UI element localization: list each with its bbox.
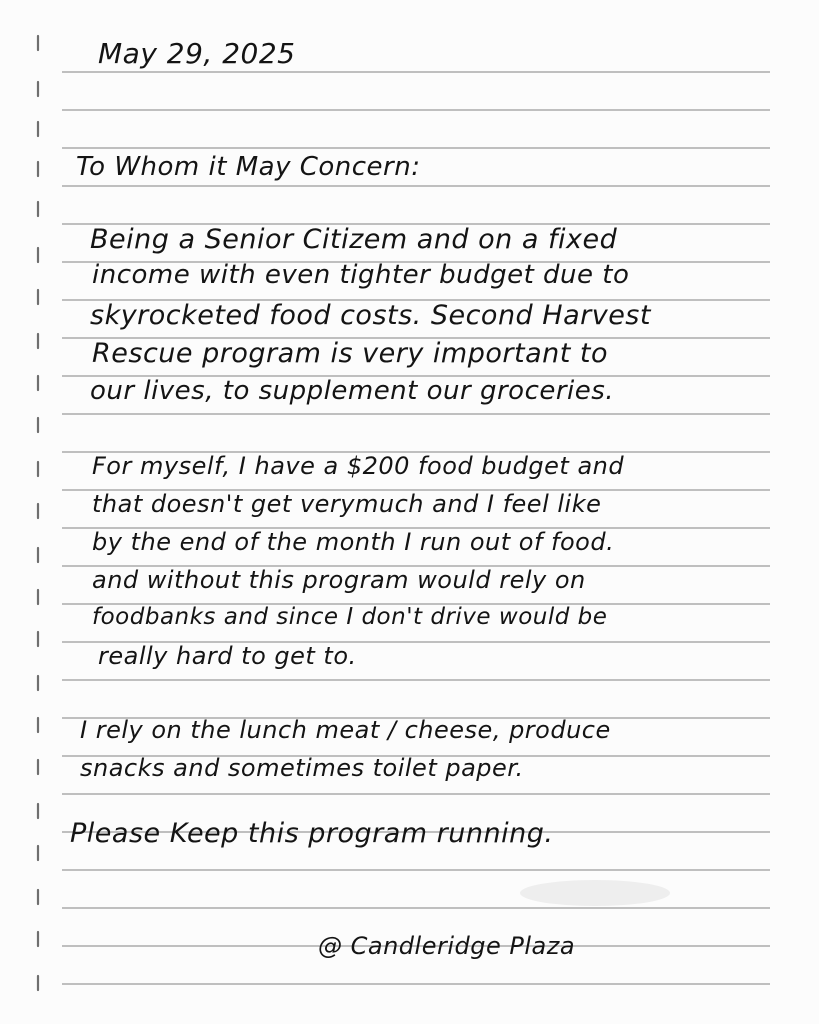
closing-line: Please Keep this program running. — [70, 818, 554, 849]
signature: @ Candleridge Plaza — [318, 932, 576, 960]
paragraph-line: income with even tighter budget due to — [92, 260, 630, 290]
paragraph-line: I rely on the lunch meat / cheese, produce — [80, 716, 611, 744]
paragraph-line: Being a Senior Citizem and on a fixed — [90, 224, 618, 255]
paragraph-line: foodbanks and since I don't drive would be — [92, 604, 608, 630]
paragraph-line: our lives, to supplement our groceries. — [90, 376, 615, 406]
paragraph-line: skyrocketed food costs. Second Harvest — [90, 300, 651, 331]
paragraph-line: by the end of the month I run out of food. — [92, 528, 615, 556]
letter-date: May 29, 2025 — [98, 37, 296, 70]
paragraph-line: really hard to get to. — [98, 642, 357, 670]
paragraph-line: Rescue program is very important to — [92, 338, 608, 369]
salutation: To Whom it May Concern: — [76, 152, 421, 182]
paragraph-line: For myself, I have a $200 food budget and — [92, 452, 625, 480]
paragraph-line: and without this program would rely on — [92, 566, 586, 594]
paragraph-line: that doesn't get verymuch and I feel like — [92, 490, 602, 518]
paragraph-line: snacks and sometimes toilet paper. — [80, 754, 524, 782]
paper-smudge — [520, 880, 670, 906]
